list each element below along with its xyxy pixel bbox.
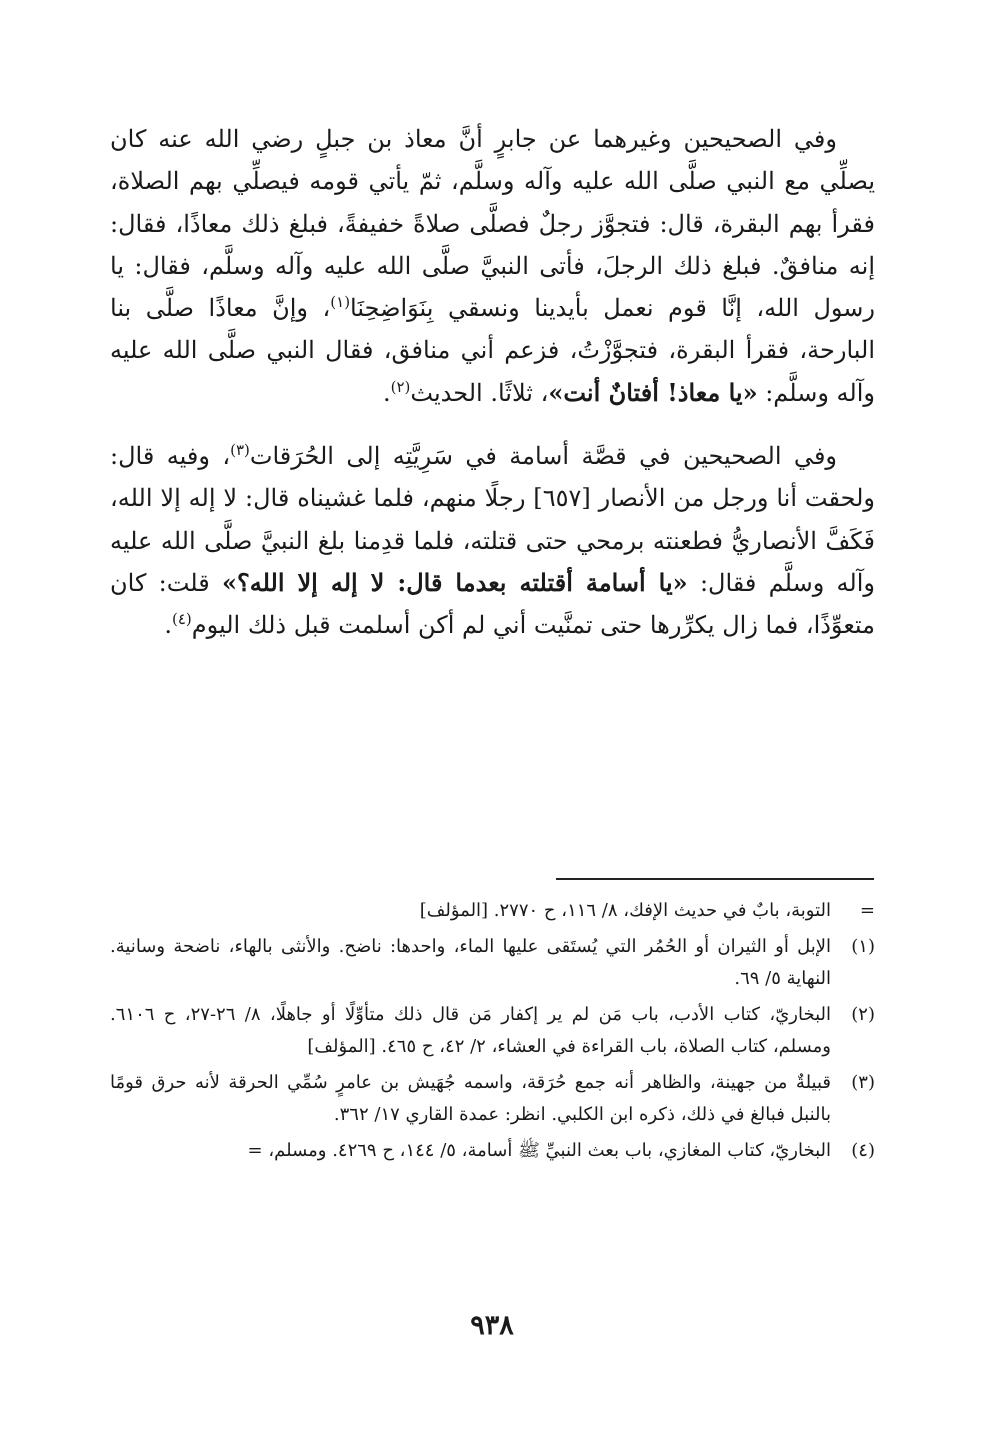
paragraph-text: . bbox=[164, 611, 172, 640]
footnote-number: (٤) bbox=[851, 1140, 875, 1161]
footnote-text: البخاريّ، كتاب الأدب، باب مَن لم ير إكفار مَن قال ذلك متأوِّلًا أو جاهلًا، ٨/ ٢٦-٢٧، ح ٦١٠٦. ومسلم، كتاب الصلاة، باب القراءة في العشاء، ٢/ ٤٢، ح ٤٦٥. [المؤلف] bbox=[110, 1004, 831, 1057]
footnote-text: الإبل أو الثيران أو الحُمُر التي يُستَقى عليها الماء، واحدها: ناضح. والأنثى بالهاء، ناضحة وسانية. النهاية ٥/ ٦٩. bbox=[110, 936, 831, 989]
footnote-number: (٣) bbox=[851, 1072, 875, 1093]
paragraph-2 bbox=[110, 435, 875, 646]
footnote-text: قبيلةٌ من جهينة، والظاهر أنه جمع حُرَقة، واسمه جُهَيش بن عامرٍ سُمِّي الحرقة لأنه حرق قومًا بالنبل فبالغ في ذلك، ذكره ابن الكلبي. انظر: عمدة القاري ١٧/ ٣٦٢. bbox=[110, 1072, 831, 1125]
footnote-ref[interactable]: (١) bbox=[330, 293, 351, 312]
footnote-ref[interactable]: (٢) bbox=[390, 377, 411, 396]
footnote-divider bbox=[556, 878, 874, 880]
paragraph-text: قلت: كان متعوِّذًا، فما زال يكرِّرها حتى تمنَّيت أني لم أكن أسلمت قبل ذلك اليوم bbox=[110, 568, 875, 640]
footnote-text: البخاريّ، كتاب المغازي، باب بعث النبيِّ ﷺ أسامة، ٥/ ١٤٤، ح ٤٢٦٩. ومسلم، = bbox=[247, 1140, 831, 1161]
paragraph-text: ، وإنَّ معاذًا صلَّى بنا البارحة، فقرأ البقرة، فتجوَّزْتُ، فزعم أني منافق، فقال النبي صلَّى الله عليه وآله وسلَّم: bbox=[110, 294, 875, 407]
hadith-quote: «يا معاذ! أفتانٌ أنت» bbox=[548, 377, 758, 407]
footnote-text: التوبة، بابٌ في حديث الإفك، ٨/ ١١٦، ح ٢٧٧٠. [المؤلف] bbox=[419, 900, 831, 921]
footnote-ref[interactable]: (٤) bbox=[171, 610, 192, 629]
paragraph-text: ، ثلاثًا. الحديث bbox=[410, 378, 549, 407]
footnote-item bbox=[110, 1067, 875, 1131]
footnote-item bbox=[110, 999, 875, 1063]
paragraph-text: وفي الصحيحين وغيرهما عن جابرٍ أنَّ معاذ بن جبلٍ رضي الله عنه كان يصلِّي مع النبي صلَّى الله عليه وآله وسلَّم، ثمّ يأتي قومه فيصلِّي بهم الصلاة، فقرأ بهم البقرة، قال: فتجوَّز رجلٌ فصلَّى صلاةً خفيفةً، فبلغ ذلك معاذًا، فقال: إنه منافقٌ. فبلغ ذلك الرجلَ، فأتى النبيَّ صلَّى الله عليه وآله وسلَّم، فقال: يا رسول الله، إنَّا قوم نعمل بأيدينا ونسقي بِنَوَاضِحِنَا bbox=[110, 125, 876, 323]
main-text bbox=[110, 118, 875, 647]
page-number: ٩٣٨ bbox=[470, 1310, 514, 1341]
footnote-item bbox=[110, 895, 875, 927]
paragraph-text: ، وفيه قال: ولحقت أنا ورجل من الأنصار [٦٥٧] رجلًا منهم، فلما غشيناه قال: لا إله إلا الله، فَكَفَّ الأنصاريُّ فطعنته برمحي حتى قتلته، فلما قدِمنا بلغ النبيَّ صلَّى الله عليه وآله وسلَّم فقال: bbox=[110, 442, 876, 597]
footnote-item bbox=[110, 931, 875, 995]
footnote-ref[interactable]: (٣) bbox=[230, 441, 250, 460]
footnote-number: (١) bbox=[851, 936, 875, 957]
footnote-number: = bbox=[859, 900, 875, 921]
paragraph-text: وفي الصحيحين في قصَّة أسامة في سَرِيَّتِه إلى الحُرَقات bbox=[249, 442, 837, 471]
footnote-number: (٢) bbox=[851, 1004, 875, 1025]
hadith-quote: «يا أسامة أقتلته بعدما قال: لا إله إلا الله؟» bbox=[221, 567, 688, 597]
footnotes bbox=[110, 895, 875, 1171]
paragraph-text: . bbox=[382, 378, 391, 407]
footnote-item bbox=[110, 1135, 875, 1167]
paragraph-1 bbox=[110, 118, 875, 414]
